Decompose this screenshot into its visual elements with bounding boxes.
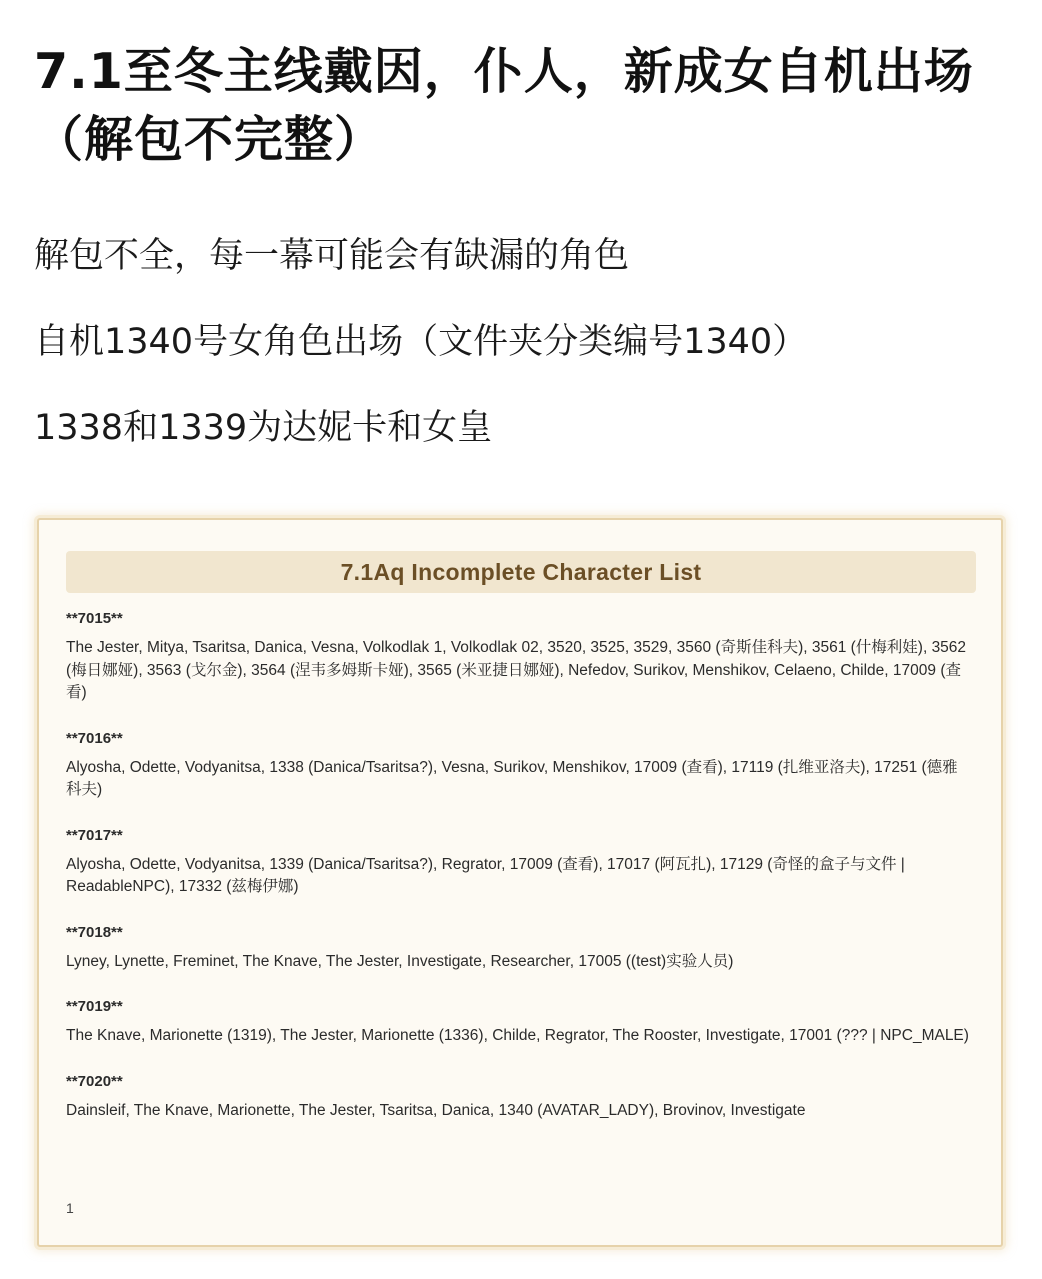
chapter-section	[66, 922, 971, 974]
chapter-characters: The Jester, Mitya, Tsaritsa, Danica, Vesna, Volkodlak 1, Volkodlak 02, 3520, 3525, 3529, 3560 (奇斯佳科夫), 3561 (什梅利娃), 3562 (梅日娜娅), 3563 (戈尔金), 3564 (涅韦多姆斯卡娅), 3565 (米亚捷日娜娅), Nefedov, Surikov, Menshikov, Celaeno, Childe, 17009 (查看)	[66, 639, 967, 701]
chapter-label: **7020**	[66, 1072, 123, 1090]
chapter-label: **7016**	[66, 729, 123, 747]
chapter-characters: Lyney, Lynette, Freminet, The Knave, The Jester, Investigate, Researcher, 17005 ((test)实验人员)	[66, 952, 734, 970]
chapter-section	[66, 728, 971, 802]
chapter-label: **7018**	[66, 923, 123, 941]
chapter-characters: Alyosha, Odette, Vodyanitsa, 1339 (Danica/Tsaritsa?), Regrator, 17009 (查看), 17017 (阿瓦扎), 17129 (奇怪的盒子与文件 | ReadableNPC), 17332 (兹梅伊娜)	[66, 855, 905, 895]
chapter-characters: Dainsleif, The Knave, Marionette, The Jester, Tsaritsa, Danica, 1340 (AVATAR_LADY), Brovinov, Investigate	[66, 1101, 806, 1119]
character-list-body	[66, 608, 971, 1145]
chapter-section	[66, 1071, 971, 1123]
chapter-label: **7015**	[66, 610, 123, 627]
post-text-line: 解包不全，每一幕可能会有缺漏的角色	[34, 236, 630, 276]
chapter-section	[66, 825, 971, 899]
chapter-characters: Alyosha, Odette, Vodyanitsa, 1338 (Danica/Tsaritsa?), Vesna, Surikov, Menshikov, 17009 (查看), 17119 (扎维亚洛夫), 17251 (德雅科夫)	[66, 758, 958, 798]
chapter-label: **7019**	[66, 998, 123, 1015]
chapter-label: **7017**	[66, 826, 123, 844]
post-title: 7.1至冬主线戴因，仆人，新成女自机出场（解包不完整）	[34, 43, 974, 168]
page-number: 1	[66, 1200, 74, 1216]
attached-image[interactable]	[37, 518, 1003, 1247]
post-text-line: 自机1340号女角色出场（文件夹分类编号1340）	[34, 322, 808, 362]
chapter-section	[66, 608, 971, 705]
post-text-line: 1338和1339为达妮卡和女皇	[34, 408, 493, 448]
chapter-characters: The Knave, Marionette (1319), The Jester, Marionette (1336), Childe, Regrator, The Rooster, Investigate, 17001 (??? | NPC_MALE)	[66, 1027, 969, 1044]
chapter-section	[66, 996, 971, 1048]
character-list-header: 7.1Aq Incomplete Character List	[66, 551, 976, 593]
